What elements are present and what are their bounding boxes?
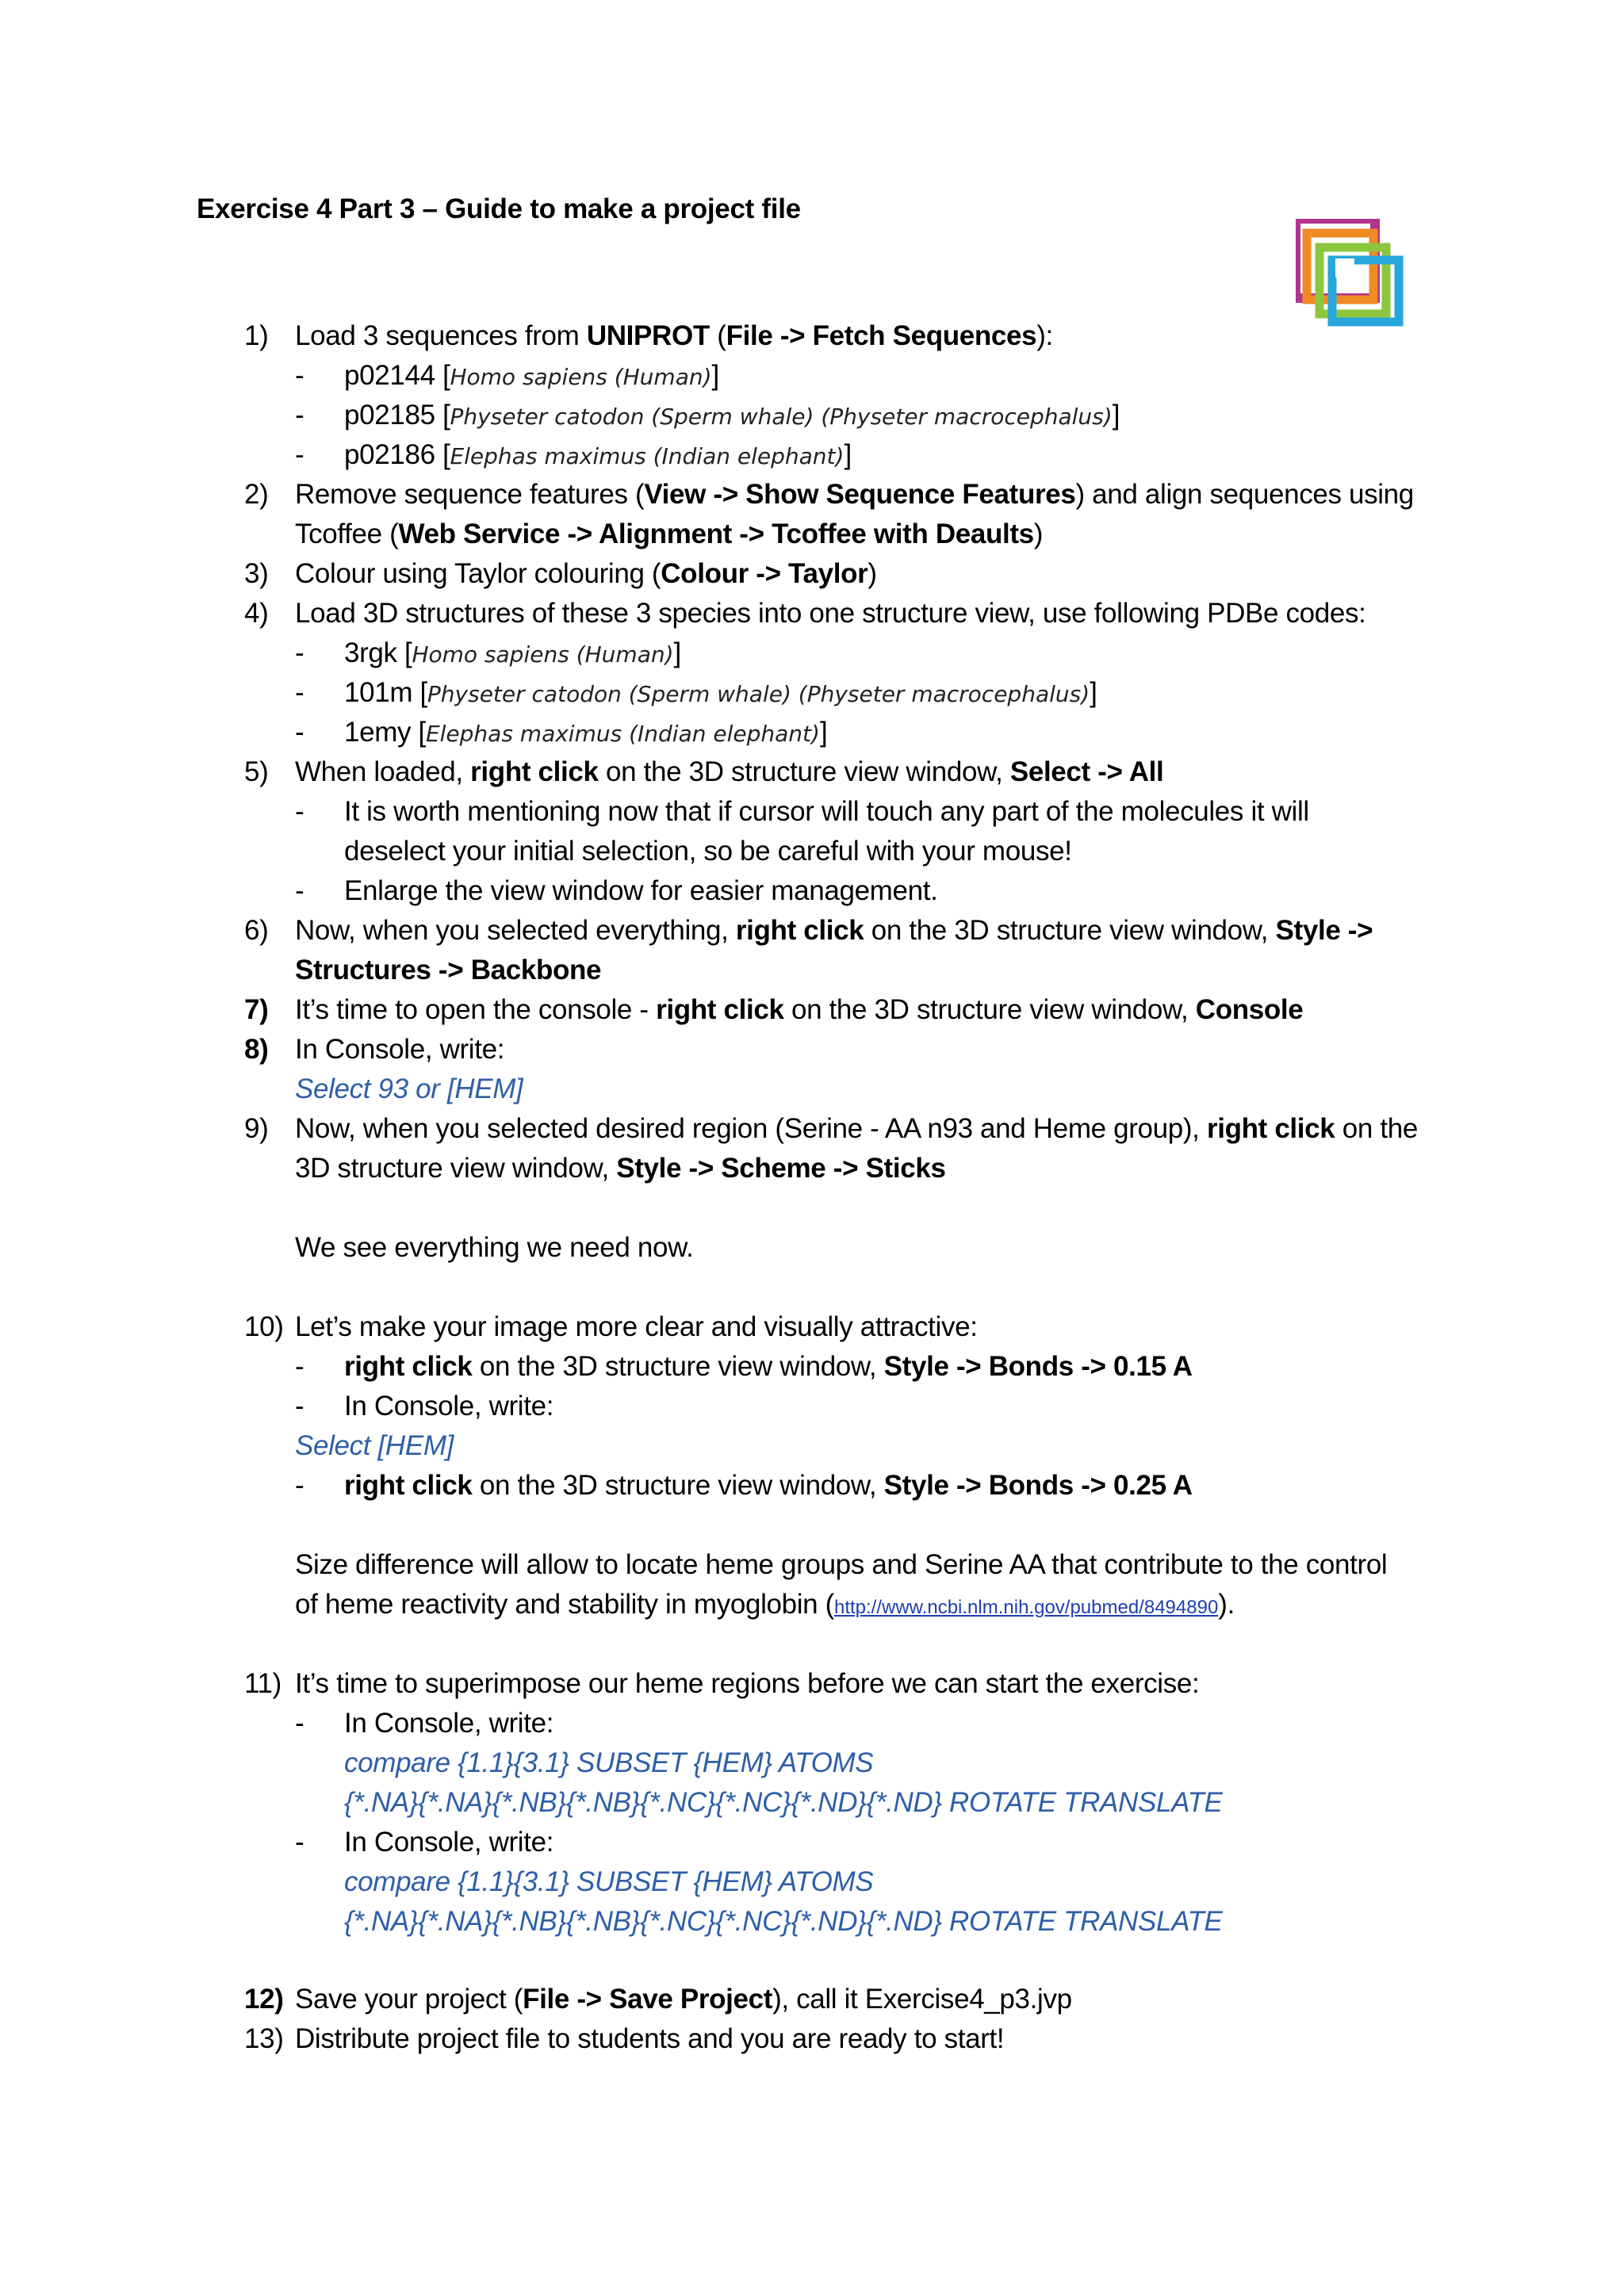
step-number: 5) [244, 756, 269, 787]
step-number: 9) [244, 1113, 269, 1144]
step-number: 10) [244, 1311, 284, 1342]
step-number: 12) [244, 1984, 284, 2015]
step-number: 2) [244, 479, 269, 510]
menu-path: Style -> Bonds -> 0.25 A [883, 1470, 1193, 1501]
menu-path: Colour -> Taylor [661, 558, 868, 589]
console-command: Select 93 or [HEM] [295, 1073, 523, 1104]
step-number: 11) [244, 1668, 282, 1699]
bold-text: right click [1206, 1113, 1335, 1144]
menu-path: Style -> Scheme -> Sticks [616, 1153, 946, 1184]
bold-text: UNIPROT [586, 320, 710, 351]
layered-squares-logo-icon [1296, 219, 1404, 327]
step-number: 13) [244, 2023, 284, 2054]
species-name: Elephas maximus (Indian elephant) [425, 721, 820, 747]
menu-path: Select -> All [1009, 756, 1164, 787]
menu-path: File -> Fetch Sequences [726, 320, 1037, 351]
bold-text: right click [735, 915, 864, 946]
species-name: Homo sapiens (Human) [412, 641, 674, 668]
note-text: We see everything we need now. [295, 1232, 694, 1263]
menu-path: View -> Show Sequence Features [644, 479, 1076, 510]
menu-path: Structures -> Backbone [295, 955, 602, 985]
document-page: Exercise 4 Part 3 – Guide to make a project file 1) Load 3 sequences from UNIPROT (File -> Fetch Sequences): - p02144 [Homo sapiens (Human)] - p02185 [Physeter catodon (Sperm whale) (Physeter macrocephalus)] - p02186 [Elephas maximus (Indian elephant)] 2) Remove sequence features (View -> Show Sequence Features) and align sequences using Tcoffee (Web Service -> Alignment -> Tcoffee with Deaults) 3) Colour using Taylor colouring (Colour -> Taylor) 4) Load 3D structures of these 3 species into one structure view, use following PDBe codes: - 3rgk [Homo sapiens (Human)] - 101m [Physeter catodon (Sperm whale) (Physeter macrocephalus)] - 1emy [Elephas maximus (Indian elephant)] 5) When loaded, right click on the 3D structure view window, Select -> All - It is worth mentioning now that if cursor will touch any part of the molecules it will deselect your initial selection, so be careful with your mouse! - Enlarge the view window for easier management. 6) Now, when you selected everything, right click on the 3D structure view window, Style -> Structures -> Backbone 7) It’s time to open the console - right click on the 3D structure view window, Console 8) In Console, write: Select 93 or [HEM] 9) Now, when you selected desired region (Serine - AA n93 and Heme group), right click on the 3D structure view window, Style -> Scheme -> Sticks We see everything we need now. 10) Let’s make your image more clear and visually attractive: - right click on the 3D structure view window, Style -> Bonds -> 0.15 A - In Console, write: Select [HEM] - right click on the 3D structure view window, Style -> Bonds -> 0.25 A Size difference will allow to locate heme groups and Serine AA that contribute to the control of heme reactivity and stability in myoglobin (http://www.ncbi.nlm.nih.gov/pubmed/8494890). 11) It’s time to superimpose our heme regions before we can start the exercise: - In Console, write: compare {1.1}{3.1} SUBSET {HEM} ATOMS {*.NA}{*.NA}{*.NB}{*.NB}{*.NC}{*.NC}{*.ND}{*.ND} ROTATE TRANSLATE - In Console, write: compare {1.1}{3.1} SUBSET {HEM} ATOMS {*.NA}{*.NA}{*.NB}{*.NB}{*.NC}{*.NC}{*.ND}{*.ND} ROTATE TRANSLATE 12) Save your project (File -> Save Project), call it Exercise4_p3.jvp 13) Distribute project file to students and you are ready to start! [0, 0, 1624, 2296]
step-number: 7) [244, 994, 269, 1025]
menu-path: Style -> Bonds -> 0.15 A [883, 1351, 1193, 1382]
console-command: {*.NA}{*.NA}{*.NB}{*.NB}{*.NC}{*.NC}{*.ND}{*.ND} ROTATE TRANSLATE [344, 1787, 1223, 1818]
console-command: compare {1.1}{3.1} SUBSET {HEM} ATOMS [344, 1866, 874, 1897]
bold-text: right click [470, 756, 599, 787]
paragraph-text: Size difference will allow to locate heme groups and Serine AA that contribute to the control [295, 1549, 1388, 1580]
bold-text: right click [344, 1470, 473, 1501]
step-number: 8) [244, 1034, 269, 1065]
menu-path: Console [1195, 994, 1304, 1025]
console-command: {*.NA}{*.NA}{*.NB}{*.NB}{*.NC}{*.NC}{*.ND}{*.ND} ROTATE TRANSLATE [344, 1906, 1223, 1937]
console-command: Select [HEM] [295, 1430, 454, 1461]
console-command: compare {1.1}{3.1} SUBSET {HEM} ATOMS [344, 1747, 874, 1778]
step-number: 3) [244, 558, 269, 589]
menu-path: File -> Save Project [523, 1984, 773, 2015]
menu-path: Web Service -> Alignment -> Tcoffee with Deaults [398, 519, 1034, 549]
menu-path: Style -> [1275, 915, 1373, 946]
step-number: 1) [244, 320, 269, 351]
bold-text: right click [656, 994, 784, 1025]
paragraph-text: of heme reactivity and stability in myoglobin (http://www.ncbi.nlm.nih.gov/pubmed/8494890). [295, 1589, 1235, 1620]
species-name: Elephas maximus (Indian elephant) [450, 443, 845, 469]
pubmed-link[interactable]: http://www.ncbi.nlm.nih.gov/pubmed/8494890 [833, 1597, 1219, 1618]
step-number: 4) [244, 598, 269, 629]
species-name: Physeter catodon (Sperm whale) (Physeter macrocephalus) [427, 681, 1090, 707]
step-number: 6) [244, 915, 269, 946]
page-title: Exercise 4 Part 3 – Guide to make a project file [197, 193, 801, 224]
species-name: Physeter catodon (Sperm whale) (Physeter macrocephalus) [450, 404, 1113, 430]
bold-text: right click [344, 1351, 473, 1382]
species-name: Homo sapiens (Human) [450, 364, 712, 390]
